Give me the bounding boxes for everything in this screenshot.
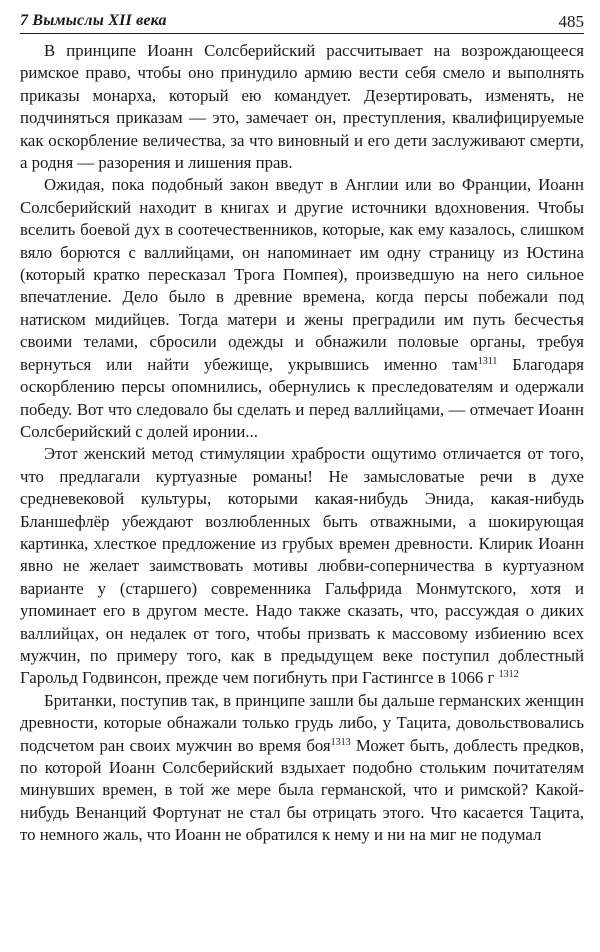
paragraph-4 <box>20 690 584 847</box>
paragraph-2-text-after: Благодаря оскорблению персы опомнились, обернулись к преследователям и одержали победу. Вот что следовало бы сделать и перед валлийцами, — отмечает Иоанн Солсберийский с долей иронии... <box>20 354 584 441</box>
paragraph-2-text: Ожидая, пока подобный закон введут в Англии или во Франции, Иоанн Солсберийский находит в книгах и другие источники вдохновения. Чтобы вселить боевой дух в соотечественников, которые, как ему казалось, слишком вяло борются с валлийцами, он напоминает им одну страницу из Юстина (который кратко пересказал Трога Помпея), произведшую на него сильное впечатление. Дело было в древние времена, когда персы побежали под натиском мидийцев. Тогда матери и жены преградили им путь бесчестья своими телами, сбросили одежды и обнажили половые органы, требуя вернуться или найти убежище, укрывшись именно там <box>20 175 584 374</box>
paragraph-3 <box>20 443 584 689</box>
paragraph-3-text: Этот женский метод стимуляции храбрости ощутимо отличается от того, что предлагали куртуазные романы! Не замысловатые речи в духе средневековой культуры, которыми какая-нибудь Энида, какая-нибудь Бланшефлёр убеждают возлюбленных быть отважными, а шокирующая картинка, хлесткое предложение из грубых времен древности. Клирик Иоанн явно не желает заимствовать мотивы любви-соперничества в куртуазном варианте у (старшего) современника Гальфрида Монмутского, хотя и упоминает его в другом месте. Надо также сказать, что, рассуждая о диких валлийцах, он недалек от того, чтобы призвать к массовому избиению всех мужчин, по примеру того, как в предыдущем веке поступил доблестный Гарольд Годвинсон, прежде чем погибнуть при Гастингсе в 1066 г <box>20 444 584 688</box>
paragraph-1 <box>20 40 584 174</box>
paragraph-2 <box>20 174 584 443</box>
footnote-ref-1311: 1311 <box>477 355 498 367</box>
paragraph-1-text: В принципе Иоанн Солсберийский рассчитывает на возрождающееся римское право, чтобы оно принудило армию вести себя смело и выполнять приказы монарха, который ею командует. Дезертировать, изменять, не подчиняться приказам — это, замечает он, преступления, квалифицируемые как оскорбление величества, за что виновный и его дети заслуживают смерти, а родня — разорения и лишения прав. <box>20 41 584 173</box>
footnote-ref-1312: 1312 <box>498 669 519 681</box>
paragraph-4-text-after: Может быть, доблесть предков, по которой Иоанн Солсберийский вздыхает подобно стольким почитателям минувших времен, в той же мере была германской, что и римской? Какой-нибудь Венанций Фортунат не стал бы отрицать этого. Что касается Тацита, то немного жаль, что Иоанн не обратился к нему и ни на миг не подумал <box>20 735 585 845</box>
header-rule <box>20 33 584 34</box>
footnote-ref-1313: 1313 <box>330 736 351 748</box>
paragraph-4-text: Британки, поступив так, в принципе зашли бы дальше германских женщин древности, которые обнажали только грудь либо, у Тацита, довольствовались подсчетом ран своих мужчин во время боя <box>20 690 584 755</box>
page-number: 485 <box>558 12 584 31</box>
running-head: 7 Вымыслы XII века <box>20 12 167 29</box>
page-header <box>20 10 584 36</box>
body-text <box>20 40 584 847</box>
